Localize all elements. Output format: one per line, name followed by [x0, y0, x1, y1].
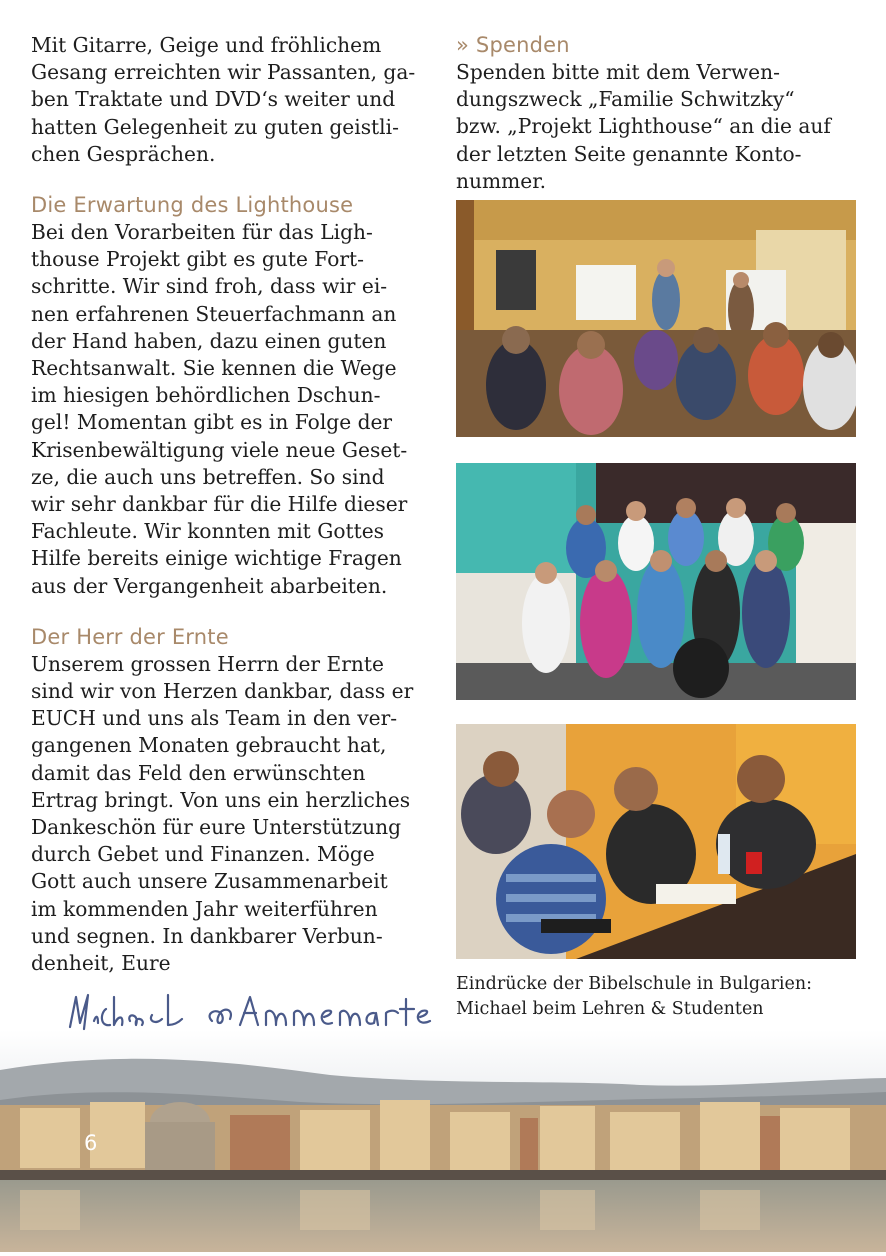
photo-caption: Eindrücke der Bibelschule in Bulgarien: Michael beim Lehren & Studenten — [456, 974, 813, 1019]
left-column — [31, 32, 431, 977]
lighthouse-paragraph: Bei den Vorarbeiten für das Ligh- thouse Projekt gibt es gute Fort- schritte. Wir sind froh, dass wir ei- nen erfahrenen Steuerfachmann an der Hand haben, dazu einen guten Rechtsanwalt. Sie kennen die Wege im hiesigen behördlichen Dschun- gel! Momentan gibt es in Folge der Krisenbewältigung viele neue Geset- ze, die auch uns betreffen. So sind wir sehr dankbar für die Hilfe dieser Fachleute. Wir konnten mit Gottes Hilfe bereits einige wichtige Fragen aus der Vergangenheit abarbeiten. — [31, 220, 408, 598]
section-heading-donations: » Spenden — [456, 33, 570, 57]
section-heading-lighthouse: Die Erwartung des Lighthouse — [31, 193, 354, 218]
donation-paragraph: Spenden bitte mit dem Verwen- dungszweck „Familie Schwitzky“ bzw. „Projekt Lighthouse“ an die auf der letzten Seite genannte Konto- nummer. — [456, 60, 831, 193]
intro-paragraph: Mit Gitarre, Geige und fröhlichem Gesang erreichten wir Passanten, ga- ben Traktate und DVD‘s weiter und hatten Gelegenheit zu guten geistli- chen Gesprächen. — [31, 33, 416, 166]
photo-students-studying — [456, 724, 856, 959]
right-column — [456, 32, 856, 195]
section-heading-harvest: Der Herr der Ernte — [31, 624, 229, 649]
handwritten-signature — [62, 985, 442, 1045]
harvest-paragraph: Unserem grossen Herrn der Ernte sind wir von Herzen dankbar, dass er EUCH und uns als Team in den ver- gangenen Monaten gebraucht hat, damit das Feld den erwünschten Ertrag bringt. Von uns ein herzliches Dankeschön für eure Unterstützung durch Gebet und Finanzen. Möge Gott auch unsere Zusammenarbeit im kommenden Jahr weiterführen und segnen. In dankbarer Verbun- denheit, Eure — [31, 651, 414, 976]
footer-harbor-image — [0, 1030, 886, 1252]
photo-group-students — [456, 463, 856, 700]
page-number: 6 — [84, 1131, 98, 1155]
photo-classroom-teaching — [456, 200, 856, 437]
